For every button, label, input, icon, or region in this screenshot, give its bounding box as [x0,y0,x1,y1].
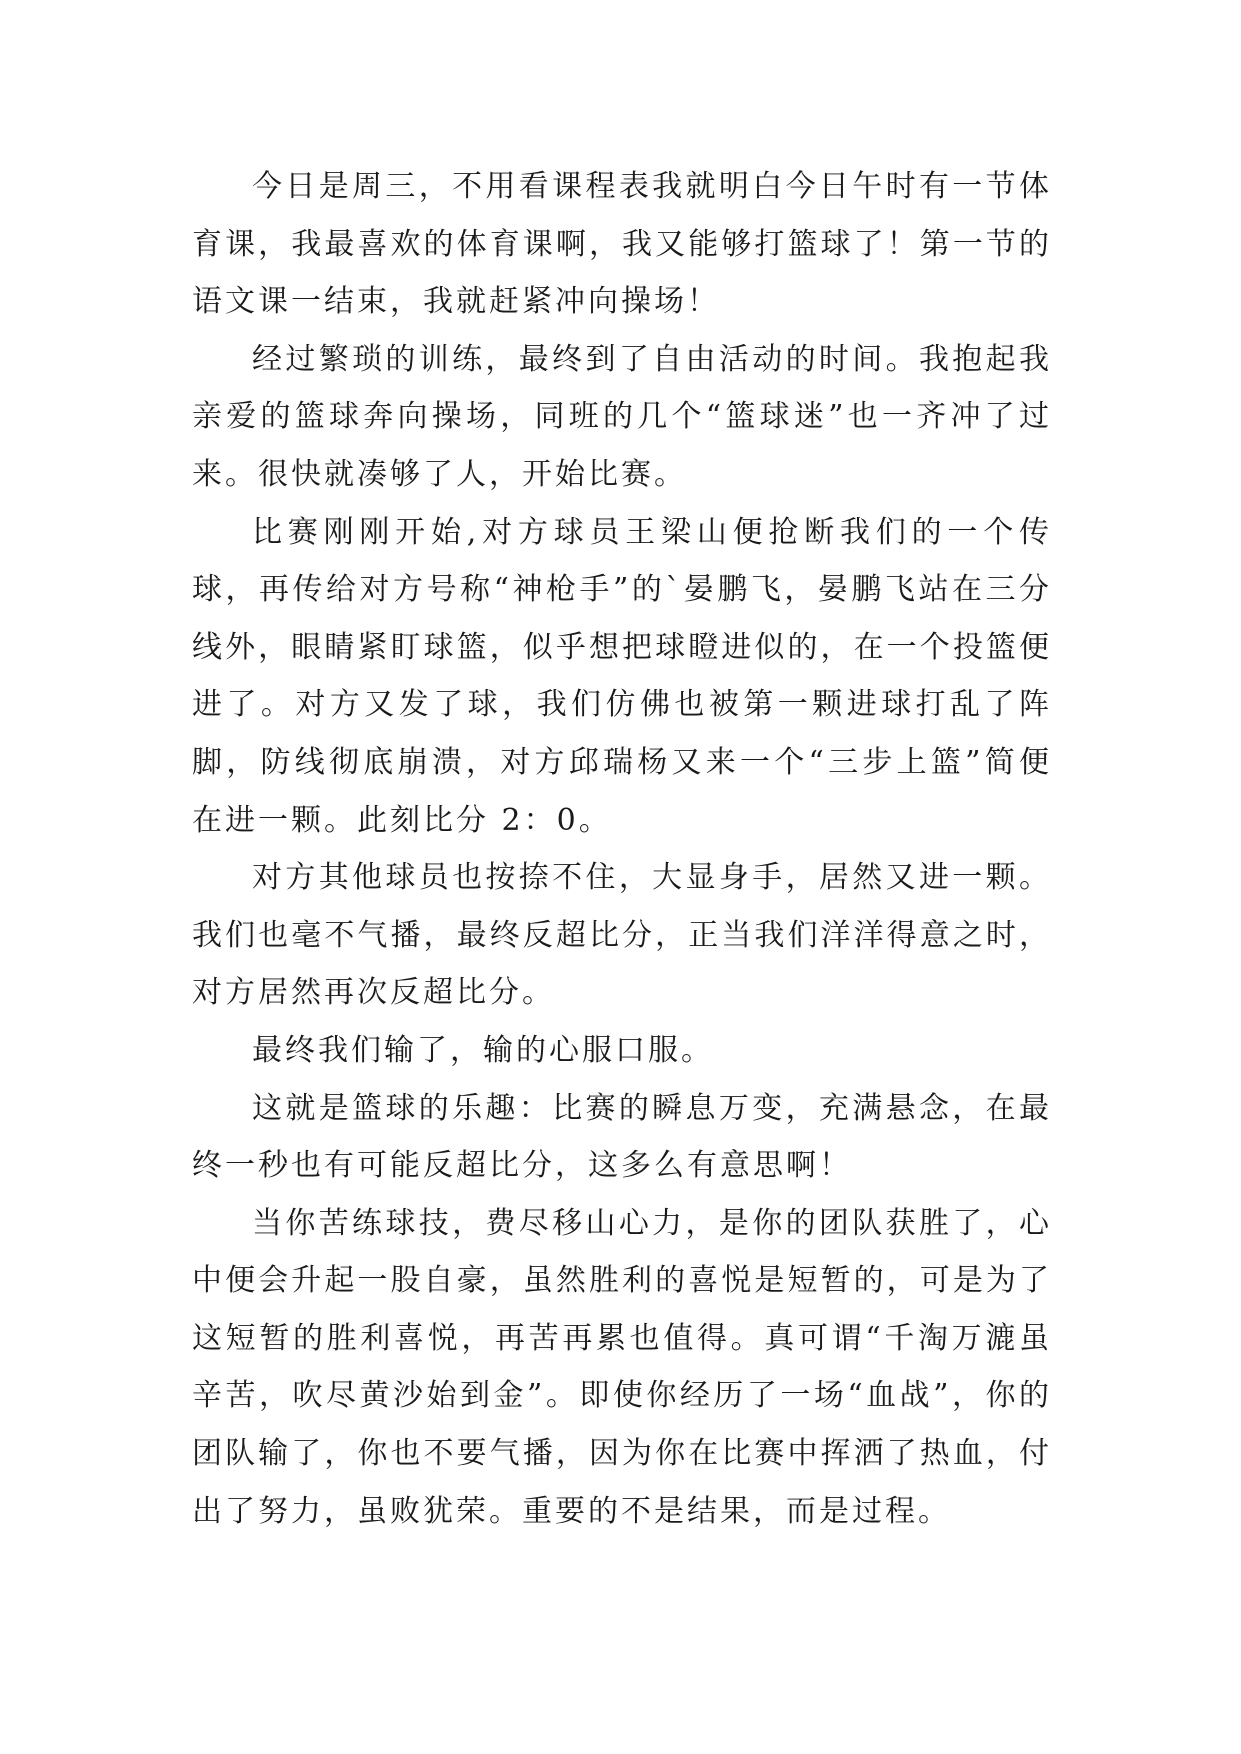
paragraph-4: 对方其他球员也按捺不住，大显身手，居然又进一颗。我们也毫不气播，最终反超比分，正当我们洋洋得意之时，对方居然再次反超比分。 [192,860,1052,1011]
paragraph-5: 最终我们输了，输的心服口服。 [252,1032,714,1068]
paragraph-1: 今日是周三，不用看课程表我就明白今日午时有一节体育课，我最喜欢的体育课啊，我又能够打篮球了！第一节的语文课一结束，我就赶紧冲向操场！ [192,169,1052,320]
paragraph-6: 这就是篮球的乐趣：比赛的瞬息万变，充满悬念，在最终一秒也有可能反超比分，这多么有意思啊！ [192,1090,1052,1184]
paragraph-7: 当你苦练球技，费尽移山心力，是你的团队获胜了，心中便会升起一股自豪，虽然胜利的喜悦是短暂的，可是为了这短暂的胜利喜悦，再苦再累也值得。真可谓“千淘万漉虽辛苦，吹尽黄沙始到金”。即使你经历了一场“血战”，你的团队输了，你也不要气播，因为你在比赛中挥洒了热血，付出了努力，虽败犹荣。重要的不是结果，而是过程。 [192,1205,1052,1529]
document-body [192,158,1052,1540]
paragraph-3: 比赛刚刚开始,对方球员王梁山便抢断我们的一个传球，再传给对方号称“神枪手”的`晏鹏飞，晏鹏飞站在三分线外，眼睛紧盯球篮，似乎想把球瞪进似的，在一个投篮便进了。对方又发了球，我们仿佛也被第一颗进球打乱了阵脚，防线彻底崩溃，对方邱瑞杨又来一个“三步上篮”简便在进一颗。此刻比分 2：0。 [192,514,1052,838]
paragraph-2: 经过繁琐的训练，最终到了自由活动的时间。我抱起我亲爱的篮球奔向操场，同班的几个“篮球迷”也一齐冲了过来。很快就凑够了人，开始比赛。 [192,341,1052,492]
